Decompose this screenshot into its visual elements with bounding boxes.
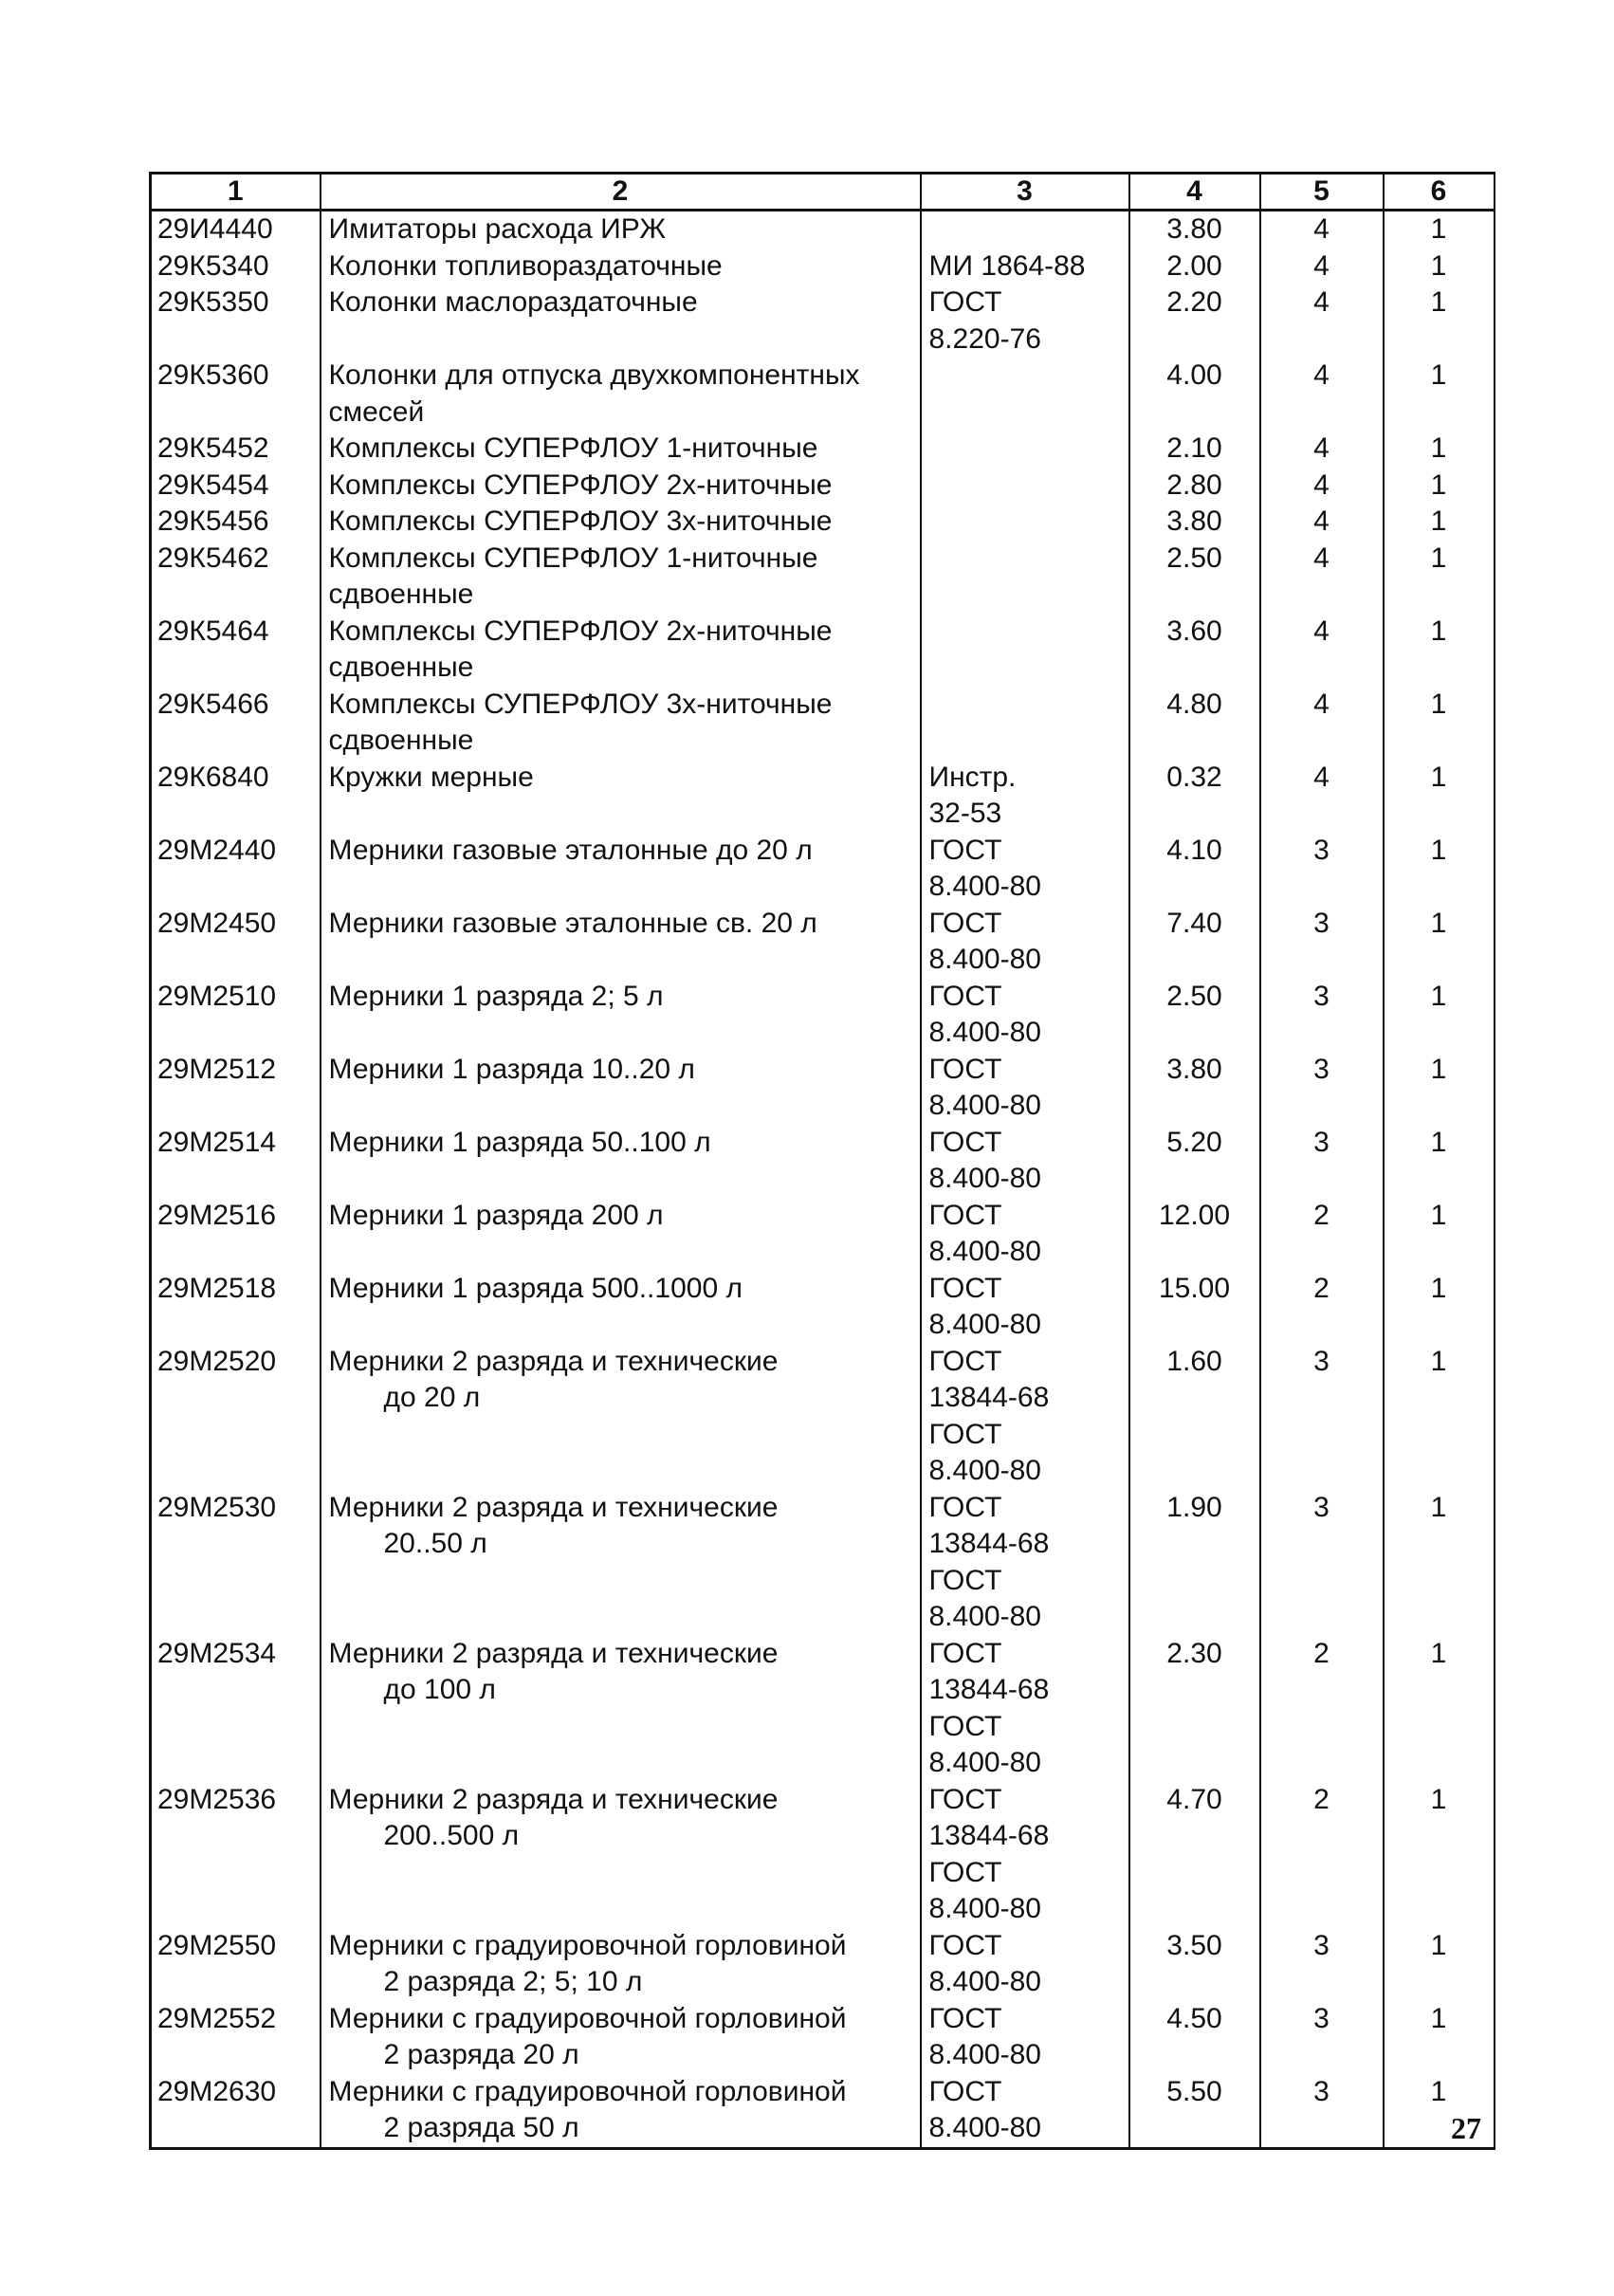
page-number: 27 [1451,2111,1481,2145]
cell-text-line: 2 разряда 2; 5; 10 л [383,1966,643,1997]
code-cell: 29К5454 [151,468,321,505]
standard-cell [921,906,1129,979]
table-row [151,979,1495,1052]
table-row [151,906,1495,979]
group-cell: 4 [1260,468,1384,505]
group-cell: 3 [1260,833,1384,906]
count-cell: 1 [1384,1125,1495,1198]
name-cell [321,248,921,285]
table-row [151,431,1495,468]
standard-cell [921,1636,1129,1782]
count-cell: 1 [1384,431,1495,468]
standard-cell [921,1490,1129,1636]
name-cell [321,1198,921,1271]
name-cell [321,760,921,833]
value-cell: 5.20 [1129,1125,1260,1198]
standard-cell [921,2074,1129,2149]
count-cell: 1 [1384,2074,1495,2149]
code-cell: 29К6840 [151,760,321,833]
cell-text-line: 32-53 [928,798,1002,829]
name-cell [321,504,921,541]
cell-text-line: 8.400-80 [928,1966,1041,1997]
code-cell: 29М2630 [151,2074,321,2149]
name-cell [321,1125,921,1198]
count-cell: 1 [1384,504,1495,541]
cell-text-line: 20..50 л [383,1528,487,1559]
standard-cell [921,1052,1129,1125]
cell-text-line: сдвоенные [328,579,474,610]
table-row [151,1490,1495,1636]
count-cell: 1 [1384,468,1495,505]
table-row [151,285,1495,358]
cell-text-line: ГОСТ [928,286,1002,318]
standard-cell [921,2001,1129,2074]
cell-text-line: Комплексы СУПЕРФЛОУ 2х-ниточные [328,615,833,647]
cell-text-line: Мерники 1 разряда 200 л [328,1199,664,1231]
cell-text-line: ГОСТ [928,1856,1002,1888]
code-cell: 29К5360 [151,358,321,431]
value-cell: 15.00 [1129,1271,1260,1344]
column-header: 4 [1129,174,1260,211]
cell-text-line: ГОСТ [928,1272,1002,1304]
group-cell: 3 [1260,1125,1384,1198]
code-cell: 29К5464 [151,614,321,687]
cell-text-line: Мерники газовые эталонные св. 20 л [328,907,817,939]
cell-text-line: ГОСТ [928,1637,1002,1669]
code-cell: 29К5350 [151,285,321,358]
standard-cell [921,1782,1129,1928]
count-cell: 1 [1384,1636,1495,1782]
standard-cell [921,1928,1129,2001]
value-cell: 4.80 [1129,687,1260,760]
cell-text-line: 8.400-80 [928,1893,1041,1924]
cell-text-line: ГОСТ [928,1564,1002,1596]
count-cell: 1 [1384,1344,1495,1490]
value-cell: 3.80 [1129,1052,1260,1125]
code-cell: 29И4440 [151,211,321,248]
standard-cell [921,211,1129,248]
cell-text-line: 200..500 л [383,1820,520,1851]
value-cell: 1.90 [1129,1490,1260,1636]
cell-text-line: ГОСТ [928,2075,1002,2107]
code-cell: 29К5462 [151,541,321,614]
name-cell [321,468,921,505]
table-row [151,1636,1495,1782]
name-cell [321,833,921,906]
count-cell: 1 [1384,1271,1495,1344]
cell-text-line: Мерники 1 разряда 2; 5 л [328,980,664,1012]
standard-cell [921,1125,1129,1198]
value-cell: 2.20 [1129,285,1260,358]
group-cell: 4 [1260,431,1384,468]
table-row [151,504,1495,541]
cell-text-line: Мерники 1 разряда 500..1000 л [328,1272,743,1304]
standard-cell [921,614,1129,687]
code-cell: 29К5340 [151,248,321,285]
name-cell [321,979,921,1052]
standard-cell [921,358,1129,431]
value-cell: 4.50 [1129,2001,1260,2074]
standard-cell [921,1198,1129,1271]
value-cell: 4.10 [1129,833,1260,906]
name-cell [321,2001,921,2074]
count-cell: 1 [1384,248,1495,285]
value-cell: 12.00 [1129,1198,1260,1271]
group-cell: 3 [1260,1928,1384,2001]
group-cell: 3 [1260,2001,1384,2074]
cell-text-line: Мерники 1 разряда 10..20 л [328,1053,695,1085]
count-cell: 1 [1384,979,1495,1052]
standard-cell [921,979,1129,1052]
cell-text-line: Колонки топливораздаточные [328,249,723,282]
table-row [151,1344,1495,1490]
name-cell [321,1052,921,1125]
code-cell: 29М2530 [151,1490,321,1636]
cell-text-line: Комплексы СУПЕРФЛОУ 3х-ниточные [328,505,833,537]
cell-text-line: Мерники 1 разряда 50..100 л [328,1126,711,1158]
cell-text-line: Колонки для отпуска двухкомпонентных [328,359,860,391]
count-cell: 1 [1384,1928,1495,2001]
column-header: 1 [151,174,321,211]
value-cell: 3.60 [1129,614,1260,687]
value-cell: 2.30 [1129,1636,1260,1782]
count-cell: 1 [1384,541,1495,614]
code-cell: 29М2550 [151,1928,321,2001]
column-header: 3 [921,174,1129,211]
code-cell: 29К5456 [151,504,321,541]
group-cell: 3 [1260,1344,1384,1490]
value-cell: 3.80 [1129,504,1260,541]
cell-text-line: 2 разряда 20 л [383,2039,579,2070]
value-cell: 2.10 [1129,431,1260,468]
cell-text-line: Мерники с градуировочной горловиной [328,1929,847,1961]
count-cell: 1 [1384,687,1495,760]
cell-text-line: 8.400-80 [928,1455,1041,1486]
value-cell: 3.80 [1129,211,1260,248]
count-cell: 1 [1384,358,1495,431]
name-cell [321,1928,921,2001]
value-cell: 4.70 [1129,1782,1260,1928]
cell-text-line: Мерники 2 разряда и технические [328,1783,779,1815]
value-cell: 2.00 [1129,248,1260,285]
cell-text-line: 13844-68 [928,1674,1050,1705]
cell-text-line: 8.400-80 [928,1017,1041,1048]
table-row [151,468,1495,505]
count-cell: 1 [1384,1052,1495,1125]
cell-text-line: 8.400-80 [928,1747,1041,1778]
table-row [151,1052,1495,1125]
cell-text-line: Комплексы СУПЕРФЛОУ 2х-ниточные [328,468,833,501]
cell-text-line: Мерники 2 разряда и технические [328,1345,779,1377]
name-cell [321,1782,921,1928]
code-cell: 29К5466 [151,687,321,760]
table-row [151,211,1495,248]
name-cell [321,285,921,358]
standard-cell [921,285,1129,358]
group-cell: 3 [1260,979,1384,1052]
count-cell: 1 [1384,1198,1495,1271]
value-cell: 2.80 [1129,468,1260,505]
cell-text-line: ГОСТ [928,834,1002,866]
cell-text-line: Мерники 2 разряда и технические [328,1491,779,1523]
cell-text-line: Мерники 2 разряда и технические [328,1637,779,1669]
value-cell: 2.50 [1129,979,1260,1052]
cell-text-line: ГОСТ [928,907,1002,939]
name-cell [321,1344,921,1490]
table-row [151,541,1495,614]
value-cell: 1.60 [1129,1344,1260,1490]
group-cell: 4 [1260,248,1384,285]
code-cell: 29М2518 [151,1271,321,1344]
cell-text-line: ГОСТ [928,1710,1002,1742]
code-cell: 29М2516 [151,1198,321,1271]
code-cell: 29М2514 [151,1125,321,1198]
value-cell: 7.40 [1129,906,1260,979]
standard-cell [921,1344,1129,1490]
group-cell: 4 [1260,504,1384,541]
code-cell: 29М2520 [151,1344,321,1490]
cell-text-line: 13844-68 [928,1820,1050,1851]
table-row [151,1782,1495,1928]
cell-text-line: Имитаторы расхода ИРЖ [328,213,667,245]
name-cell [321,906,921,979]
cell-text-line: ГОСТ [928,1345,1002,1377]
cell-text-line: сдвоенные [328,652,474,683]
group-cell: 3 [1260,2074,1384,2149]
count-cell: 1 [1384,906,1495,979]
table-row [151,687,1495,760]
name-cell [321,614,921,687]
cell-text-line: ГОСТ [928,980,1002,1012]
table-row [151,760,1495,833]
cell-text-line: сдвоенные [328,725,474,756]
cell-text-line: ГОСТ [928,1418,1002,1450]
name-cell [321,1636,921,1782]
document-table [149,172,1495,2150]
cell-text-line: 8.400-80 [928,944,1041,975]
group-cell: 3 [1260,1490,1384,1636]
cell-text-line: Комплексы СУПЕРФЛОУ 1-ниточные [328,542,818,574]
cell-text-line: до 20 л [383,1382,481,1413]
cell-text-line: 8.400-80 [928,1601,1041,1632]
cell-text-line: ГОСТ [928,1491,1002,1523]
name-cell [321,1490,921,1636]
cell-text-line: 8.400-80 [928,1236,1041,1267]
group-cell: 3 [1260,1052,1384,1125]
cell-text-line: МИ 1864-88 [928,249,1086,282]
cell-text-line: Комплексы СУПЕРФЛОУ 1-ниточные [328,432,818,464]
table-row [151,1198,1495,1271]
code-cell: 29М2510 [151,979,321,1052]
code-cell: 29М2450 [151,906,321,979]
standard-cell [921,541,1129,614]
group-cell: 4 [1260,541,1384,614]
name-cell [321,431,921,468]
cell-text-line: Мерники с градуировочной горловиной [328,2075,847,2107]
code-cell: 29К5452 [151,431,321,468]
cell-text-line: ГОСТ [928,1929,1002,1961]
standard-cell [921,468,1129,505]
cell-text-line: 8.400-80 [928,1090,1041,1121]
table-row [151,833,1495,906]
group-cell: 4 [1260,687,1384,760]
group-cell: 4 [1260,211,1384,248]
table-row [151,614,1495,687]
cell-text-line: ГОСТ [928,1783,1002,1815]
cell-text-line: ГОСТ [928,2002,1002,2034]
value-cell: 5.50 [1129,2074,1260,2149]
group-cell: 2 [1260,1636,1384,1782]
name-cell [321,358,921,431]
value-cell: 4.00 [1129,358,1260,431]
name-cell [321,2074,921,2149]
group-cell: 2 [1260,1198,1384,1271]
cell-text-line: ГОСТ [928,1126,1002,1158]
table-row [151,1125,1495,1198]
cell-text-line: ГОСТ [928,1199,1002,1231]
name-cell [321,211,921,248]
cell-text-line: 13844-68 [928,1528,1050,1559]
code-cell: 29М2512 [151,1052,321,1125]
value-cell: 0.32 [1129,760,1260,833]
count-cell: 1 [1384,1490,1495,1636]
group-cell: 4 [1260,358,1384,431]
cell-text-line: ГОСТ [928,1053,1002,1085]
name-cell [321,541,921,614]
value-cell: 3.50 [1129,1928,1260,2001]
standard-cell [921,1271,1129,1344]
cell-text-line: Комплексы СУПЕРФЛОУ 3х-ниточные [328,688,833,720]
count-cell: 1 [1384,833,1495,906]
group-cell: 4 [1260,760,1384,833]
count-cell: 1 [1384,285,1495,358]
group-cell: 4 [1260,614,1384,687]
standard-cell [921,687,1129,760]
cell-text-line: Мерники газовые эталонные до 20 л [328,834,813,866]
column-header: 2 [321,174,921,211]
count-cell: 1 [1384,2001,1495,2074]
cell-text-line: 8.400-80 [928,2039,1041,2070]
code-cell: 29М2534 [151,1636,321,1782]
cell-text-line: Колонки маслораздаточные [328,286,698,318]
name-cell [321,1271,921,1344]
table-row [151,2074,1495,2149]
cell-text-line: смесей [328,395,425,428]
code-cell: 29М2552 [151,2001,321,2074]
cell-text-line: 8.400-80 [928,1163,1041,1194]
count-cell: 1 [1384,211,1495,248]
cell-text-line: 13844-68 [928,1382,1050,1413]
name-cell [321,687,921,760]
cell-text-line: 8.220-76 [928,322,1041,355]
table-row [151,358,1495,431]
count-cell: 1 [1384,760,1495,833]
group-cell: 4 [1260,285,1384,358]
cell-text-line: до 100 л [383,1674,496,1705]
cell-text-line: 8.400-80 [928,1309,1041,1340]
standard-cell [921,431,1129,468]
standard-cell [921,504,1129,541]
header-row [151,174,1495,211]
count-cell: 1 [1384,1782,1495,1928]
cell-text-line: 8.400-80 [928,2112,1041,2143]
group-cell: 2 [1260,1271,1384,1344]
table-row [151,248,1495,285]
code-cell: 29М2440 [151,833,321,906]
column-header: 6 [1384,174,1495,211]
cell-text-line: Мерники с градуировочной горловиной [328,2002,847,2034]
code-cell: 29М2536 [151,1782,321,1928]
group-cell: 2 [1260,1782,1384,1928]
cell-text-line: 2 разряда 50 л [383,2112,579,2143]
group-cell: 3 [1260,906,1384,979]
count-cell: 1 [1384,614,1495,687]
standard-cell [921,833,1129,906]
table-row [151,1928,1495,2001]
cell-text-line: Кружки мерные [328,761,534,793]
standard-cell [921,248,1129,285]
table-body [151,211,1495,2149]
column-header: 5 [1260,174,1384,211]
cell-text-line: 8.400-80 [928,871,1041,902]
table-row [151,1271,1495,1344]
standard-cell [921,760,1129,833]
cell-text-line: Инстр. [928,761,1017,793]
value-cell: 2.50 [1129,541,1260,614]
table-row [151,2001,1495,2074]
